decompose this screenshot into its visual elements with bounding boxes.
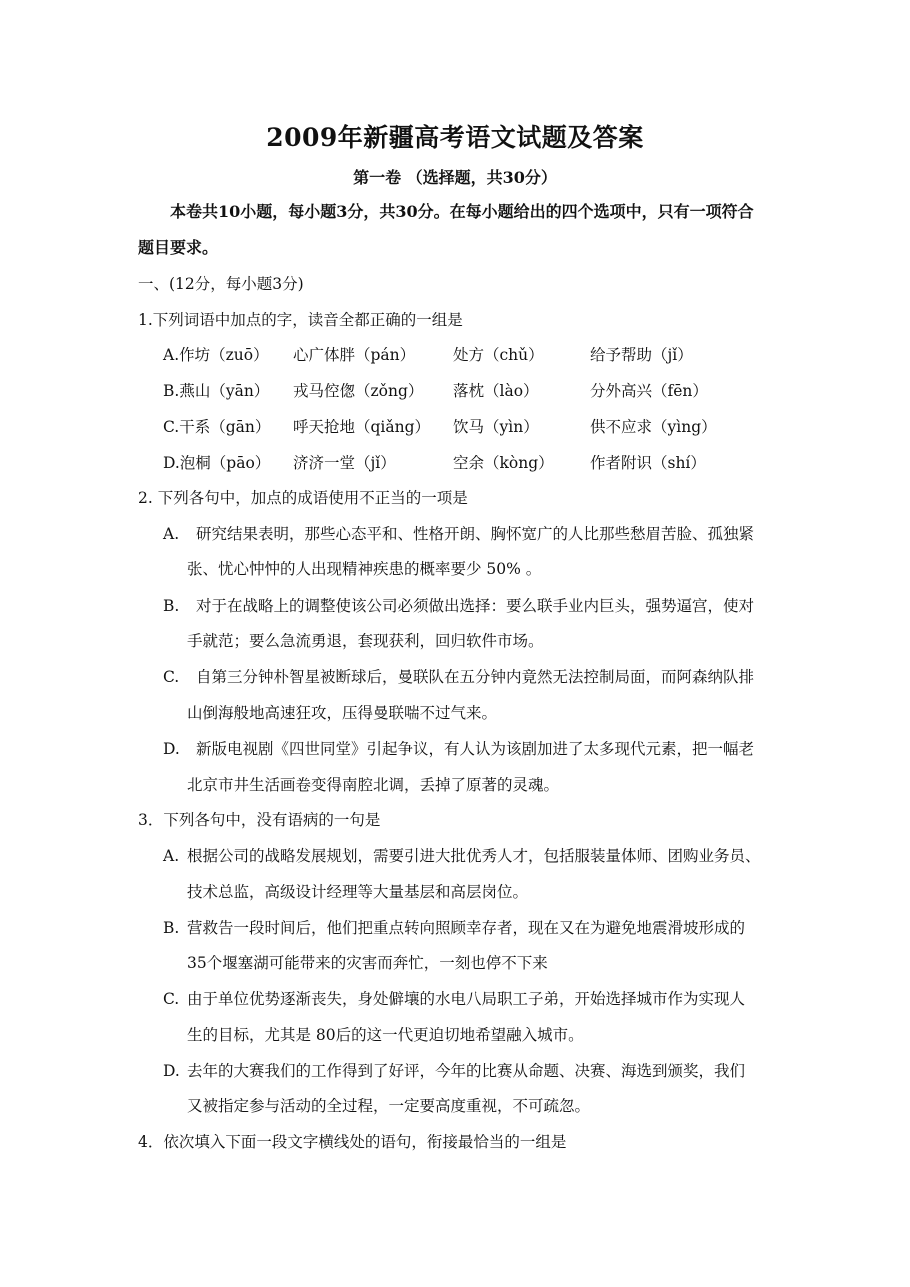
choice-text: 新版电视剧《四世同堂》引起争议，有人认为该剧加进了太多现代元素，把一幅老: [196, 740, 755, 758]
choice-text: 山倒海般地高速狂攻，压得曼联喘不过气来。: [187, 704, 498, 722]
question-1-option-row: [163, 380, 763, 402]
option-item: 戎马倥偬（zǒng）: [293, 382, 424, 400]
choice-text: 又被指定参与活动的全过程，一定要高度重视，不可疏忽。: [187, 1097, 591, 1115]
choice-letter: B.: [163, 597, 180, 615]
part-heading: 第一卷 （选择题，共30分）: [353, 168, 557, 187]
option-item: 济济一堂（jǐ）: [293, 454, 396, 472]
option-item: 供不应求（yìng）: [590, 418, 717, 436]
question-1-stem: 1.下列词语中加点的字，读音全都正确的一组是: [138, 311, 463, 329]
page-title: 2009年新疆高考语文试题及答案: [266, 123, 644, 152]
option-item: 饮马（yìn）: [453, 418, 539, 436]
question-1-option-row: [163, 344, 763, 366]
question-2-stem: 2. 下列各句中，加点的成语使用不正当的一项是: [138, 489, 468, 507]
question-1-option-row: [163, 452, 763, 474]
choice-text: 生的目标，尤其是 80后的这一代更迫切地希望融入城市。: [187, 1026, 584, 1044]
option-item: B.燕山（yān）: [163, 382, 270, 400]
option-item: 空余（kòng）: [453, 454, 554, 472]
option-item: 落枕（lào）: [453, 382, 539, 400]
option-item: 处方（chǔ）: [453, 346, 544, 364]
question-4-stem: 4．依次填入下面一段文字横线处的语句，衔接最恰当的一组是: [138, 1133, 567, 1151]
option-item: 心广体胖（pán）: [293, 346, 416, 364]
choice-text: 营救告一段时间后，他们把重点转向照顾幸存者，现在又在为避免地震滑坡形成的: [187, 919, 746, 937]
choice-text: 研究结果表明，那些心态平和、性格开朗、胸怀宽广的人比那些愁眉苦脸、孤独紧: [196, 525, 755, 543]
choice-text: 对于在战略上的调整使该公司必须做出选择：要么联手业内巨头，强势逼宫，使对: [196, 597, 755, 615]
option-item: 给予帮助（jǐ）: [590, 346, 693, 364]
question-3-stem: 3．下列各句中，没有语病的一句是: [138, 811, 381, 829]
option-item: 作者附识（shí）: [590, 454, 706, 472]
choice-text: 自第三分钟朴智星被断球后，曼联队在五分钟内竟然无法控制局面，而阿森纳队排: [196, 668, 755, 686]
choice-letter: A.: [163, 847, 180, 865]
option-item: 分外高兴（fēn）: [590, 382, 708, 400]
choice-letter: C.: [163, 668, 180, 686]
choice-letter: D.: [163, 740, 180, 758]
choice-letter: C.: [163, 990, 180, 1008]
instructions-line-2: 题目要求。: [138, 238, 219, 257]
instructions: [138, 194, 778, 266]
choice-text: 技术总监，高级设计经理等大量基层和高层岗位。: [187, 883, 529, 901]
choice-text: 张、忧心忡忡的人出现精神疾患的概率要少 50% 。: [187, 560, 542, 578]
option-item: C.干系（gān）: [163, 418, 271, 436]
choice-text: 北京市井生活画卷变得南腔北调，丢掉了原著的灵魂。: [187, 776, 560, 794]
choice-text: 35个堰塞湖可能带来的灾害而奔忙，一刻也停不下来: [187, 954, 548, 972]
question-1-option-row: [163, 416, 763, 438]
choice-text: 由于单位优势逐渐丧失，身处僻壤的水电八局职工子弟，开始选择城市作为实现人: [187, 990, 746, 1008]
choice-letter: B.: [163, 919, 180, 937]
choice-text: 根据公司的战略发展规划，需要引进大批优秀人才，包括服装量体师、团购业务员、: [187, 847, 761, 865]
option-item: D.泡桐（pāo）: [163, 454, 271, 472]
choice-text: 去年的大赛我们的工作得到了好评，今年的比赛从命题、决赛、海选到颁奖，我们: [187, 1062, 746, 1080]
choice-letter: A.: [163, 525, 180, 543]
instructions-line-1: 本卷共10小题，每小题3分，共30分。在每小题给出的四个选项中，只有一项符合: [170, 202, 754, 221]
option-item: A.作坊（zuō）: [163, 346, 269, 364]
section-heading: 一、(12分，每小题3分): [138, 275, 304, 293]
choice-text: 手就范；要么急流勇退，套现获利，回归软件市场。: [187, 632, 544, 650]
option-item: 呼天抢地（qiǎng）: [293, 418, 431, 436]
choice-letter: D.: [163, 1062, 180, 1080]
